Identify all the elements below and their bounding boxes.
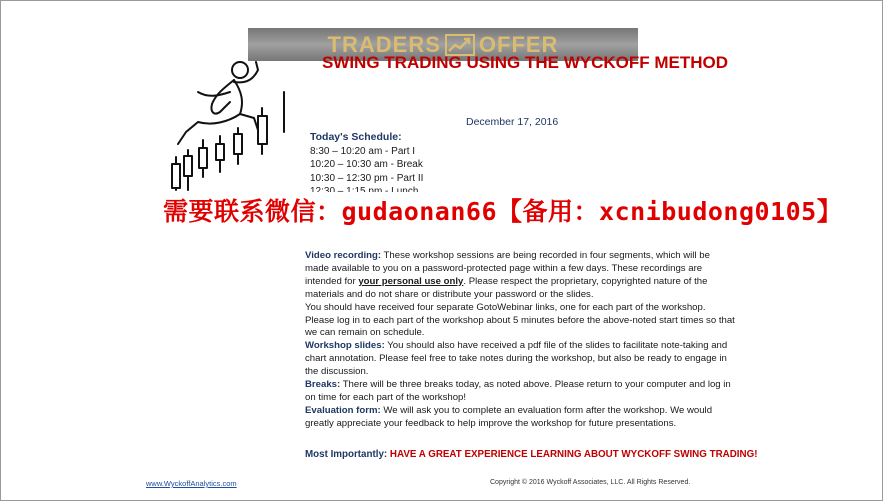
schedule-item: 8:30 – 10:20 am - Part I	[310, 145, 416, 157]
video-recording-text-2: . Please respect the proprietary, copyrighted nature of the materials and do not share or distribute your password or the slides.	[305, 275, 708, 300]
most-importantly-line	[305, 449, 757, 460]
breaks-paragraph	[305, 379, 735, 405]
workshop-slides-text: You should also have received a pdf file of the slides to facilitate note-taking and chart annotation. Please feel free to take notes during the workshop, but also be ready to engage in the discussion.	[305, 340, 728, 378]
evaluation-paragraph	[305, 405, 735, 431]
breaks-label: Breaks:	[305, 379, 341, 391]
schedule-heading: Today's Schedule:	[310, 131, 402, 143]
breaks-text: There will be three breaks today, as noted above. Please return to your computer and log in on time for each part of the workshop!	[305, 379, 731, 403]
copyright-notice: Copyright © 2016 Wyckoff Associates, LLC. All Rights Reserved.	[490, 479, 691, 486]
workshop-slides-label: Workshop slides:	[305, 340, 385, 352]
most-importantly-label: Most Importantly:	[305, 449, 388, 460]
schedule-item: 10:30 – 12:30 pm - Part II	[310, 172, 424, 184]
gotowebinar-paragraph: You should have received four separate GotoWebinar links, one for each part of the workshop. Please log in to each part of the workshop about 5 minutes before the above-noted start times so that we can remain on schedule.	[305, 301, 735, 339]
evaluation-text: We will ask you to complete an evaluation form after the workshop. We would greatly appreciate your feedback to help improve the workshop for future presentations.	[305, 404, 713, 429]
contact-overlay-text: 需要联系微信：gudaonan66【备用：xcnibudong0105】	[163, 192, 842, 228]
watermark-text-left: TRADERS	[327, 31, 441, 57]
evaluation-label: Evaluation form:	[305, 404, 381, 416]
watermark-text-right: OFFER	[478, 31, 559, 57]
most-importantly-text: HAVE A GREAT EXPERIENCE LEARNING ABOUT WYCKOFF SWING TRADING!	[387, 449, 758, 460]
document-body	[305, 250, 735, 431]
website-link[interactable]: www.WyckoffAnalytics.com	[146, 479, 237, 488]
workshop-slides-paragraph	[305, 340, 735, 379]
personal-use-emphasis: your personal use only	[358, 275, 464, 287]
video-recording-paragraph	[305, 250, 735, 302]
document-title: SWING TRADING USING THE WYCKOFF METHOD	[321, 53, 729, 72]
runner-candlestick-logo	[158, 52, 298, 192]
document-date: December 17, 2016	[466, 116, 559, 128]
video-recording-label: Video recording:	[305, 250, 382, 261]
video-recording-text: These workshop sessions are being recorded in four segments, which will be made available to you on a password-protected page within a few days. These recordings are intended for	[305, 250, 710, 287]
schedule-item: 10:20 – 10:30 am - Break	[310, 159, 423, 170]
schedule-block	[310, 131, 423, 199]
